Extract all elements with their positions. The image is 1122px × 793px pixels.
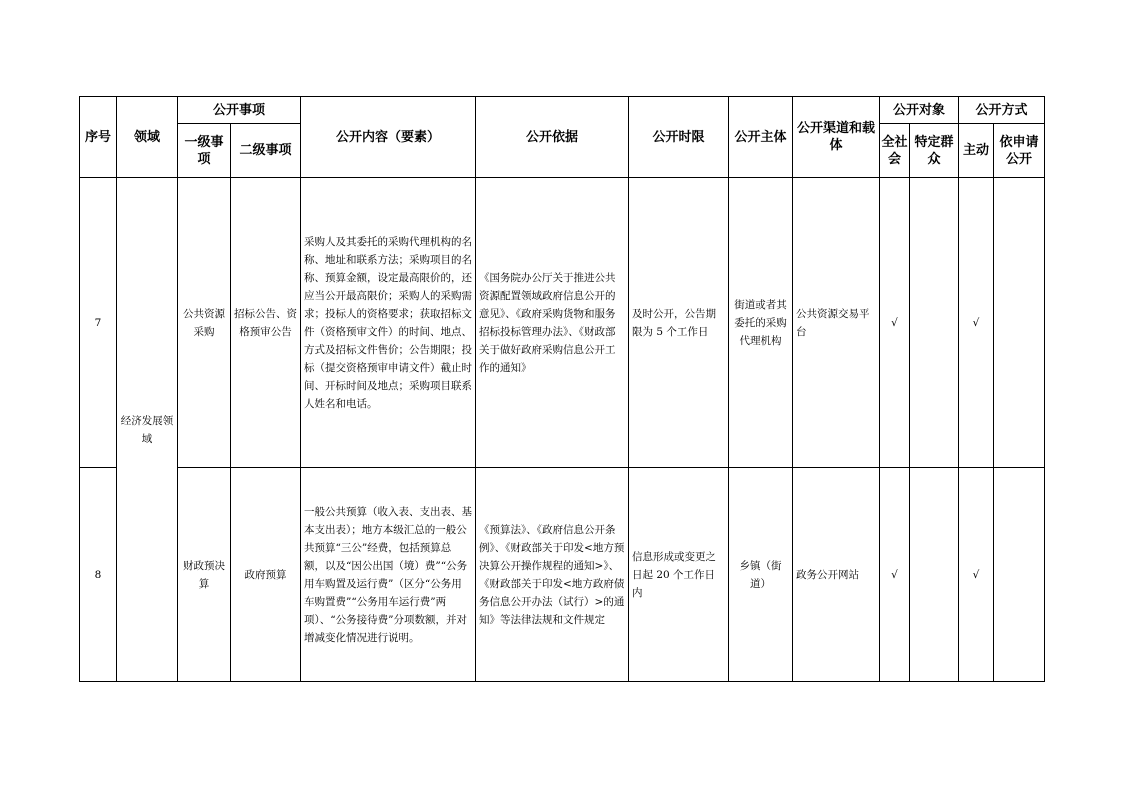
row-active-check: √ xyxy=(959,178,994,468)
row-apply-check xyxy=(994,178,1045,468)
row-subject: 街道或者其委托的采购代理机构 xyxy=(729,178,793,468)
header-target: 公开对象 xyxy=(880,97,959,124)
merged-field: 经济发展领域 xyxy=(117,178,178,682)
disclosure-table xyxy=(79,96,1045,682)
row-time-limit: 及时公开，公告期限为 5 个工作日 xyxy=(629,178,729,468)
row-subject: 乡镇（街道） xyxy=(729,468,793,682)
row-time-limit: 信息形成或变更之日起 20 个工作日内 xyxy=(629,468,729,682)
table-row xyxy=(80,178,1045,468)
row-channel: 政务公开网站 xyxy=(793,468,880,682)
row-all-check: √ xyxy=(880,468,910,682)
row-content: 采购人及其委托的采购代理机构的名称、地址和联系方法；采购项目的名称、预算金额，设定最高限价的，还应当公开最高限价；采购人的采购需求；投标人的资格要求；获取招标文件（资格预审文件）的时间、地点、方式及招标文件售价；公告期限；投标（提交资格预审申请文件）截止时间、开标时间及地点；采购项目联系人姓名和电话。 xyxy=(301,178,476,468)
header-matters: 公开事项 xyxy=(178,97,301,124)
row-level1: 公共资源采购 xyxy=(178,178,231,468)
header-row-1 xyxy=(80,97,1045,124)
header-method: 公开方式 xyxy=(959,97,1045,124)
row-basis: 《预算法》、《政府信息公开条例》、《财政部关于印发<地方预决算公开操作规程的通知>》、《财政部关于印发<地方政府债务信息公开办法（试行）>的通知》等法律法规和文件规定 xyxy=(476,468,629,682)
row-level1: 财政预决算 xyxy=(178,468,231,682)
row-all-check: √ xyxy=(880,178,910,468)
header-field: 领域 xyxy=(117,97,178,178)
row-seq: 8 xyxy=(80,468,117,682)
header-level1: 一级事项 xyxy=(178,124,231,178)
header-subject: 公开主体 xyxy=(729,97,793,178)
row-seq: 7 xyxy=(80,178,117,468)
row-content: 一般公共预算（收入表、支出表、基本支出表）；地方本级汇总的一般公共预算“三公”经费，包括预算总额，以及“因公出国（境）费”“公务用车购置及运行费”（区分“公务用车购置费”“公务用车运行费”两项）、“公务接待费”分项数额，并对增减变化情况进行说明。 xyxy=(301,468,476,682)
row-active-check: √ xyxy=(959,468,994,682)
row-specific-check xyxy=(910,468,959,682)
header-method-active: 主动 xyxy=(959,124,994,178)
row-level2: 政府预算 xyxy=(231,468,301,682)
row-basis: 《国务院办公厅关于推进公共资源配置领域政府信息公开的意见》、《政府采购货物和服务招标投标管理办法》、《财政部关于做好政府采购信息公开工作的通知》 xyxy=(476,178,629,468)
row-apply-check xyxy=(994,468,1045,682)
table-row xyxy=(80,468,1045,682)
row-channel: 公共资源交易平台 xyxy=(793,178,880,468)
row-specific-check xyxy=(910,178,959,468)
header-channel: 公开渠道和载体 xyxy=(793,97,880,178)
header-target-all: 全社会 xyxy=(880,124,910,178)
header-seq: 序号 xyxy=(80,97,117,178)
header-time-limit: 公开时限 xyxy=(629,97,729,178)
header-method-apply: 依申请公开 xyxy=(994,124,1045,178)
row-level2: 招标公告、资格预审公告 xyxy=(231,178,301,468)
header-target-specific: 特定群众 xyxy=(910,124,959,178)
header-content: 公开内容（要素） xyxy=(301,97,476,178)
header-basis: 公开依据 xyxy=(476,97,629,178)
header-level2: 二级事项 xyxy=(231,124,301,178)
